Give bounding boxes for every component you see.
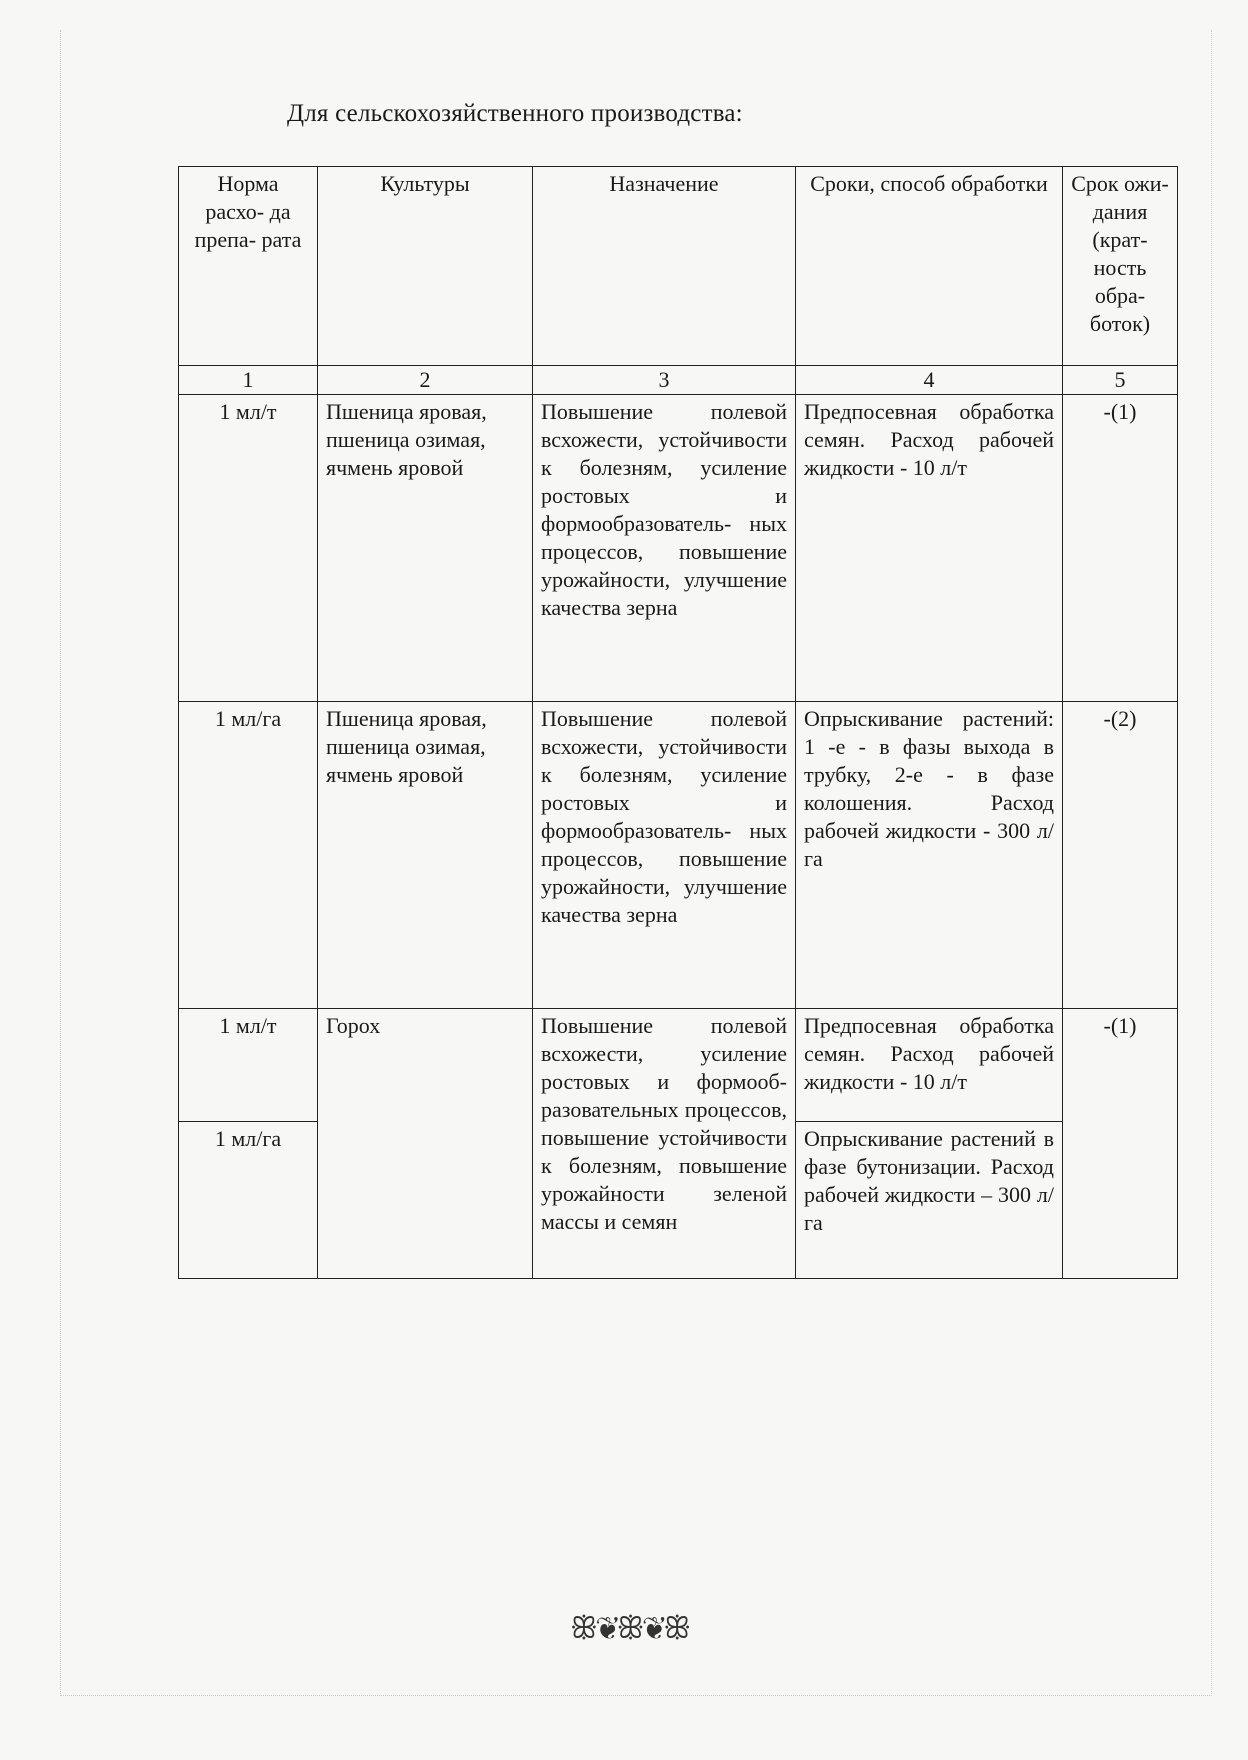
norm-cell: 1 мл/га [179, 702, 318, 1009]
application-table [178, 166, 1178, 1279]
purpose-cell: Повышение полевой всхожести, усиление ростовых и формооб- разовательных процессов, повышение устойчивости к болезням, повышение урожайности зеленой массы и семян [533, 1009, 796, 1279]
column-number: 5 [1063, 366, 1178, 395]
page-title: Для сельскохозяйственного производства: [287, 100, 743, 127]
purpose-cell: Повышение полевой всхожести, устойчивости к болезням, усиление ростовых и формообразователь- ных процессов, повышение урожайности, улучшение качества зерна [533, 395, 796, 702]
norm-cell: 1 мл/т [179, 1009, 318, 1122]
header-method: Сроки, способ обработки [796, 167, 1063, 366]
method-cell: Предпосевная обработка семян. Расход рабочей жидкости - 10 л/т [796, 1009, 1063, 1122]
header-crops: Культуры [318, 167, 533, 366]
column-number: 2 [318, 366, 533, 395]
norm-cell: 1 мл/т [179, 395, 318, 702]
column-number: 1 [179, 366, 318, 395]
header-waiting: Срок ожи- дания (крат- ность обра- боток) [1063, 167, 1178, 366]
header-row [179, 167, 1178, 366]
column-number: 3 [533, 366, 796, 395]
norm-cell: 1 мл/га [179, 1122, 318, 1279]
table-row [179, 395, 1178, 702]
header-purpose: Назначение [533, 167, 796, 366]
table [178, 166, 1178, 1279]
crops-cell: Пшеница яровая, пшеница озимая, ячмень яровой [318, 702, 533, 1009]
column-number-row [179, 366, 1178, 395]
waiting-cell: -(1) [1063, 1009, 1178, 1279]
method-cell: Опрыскивание растений: 1 -е - в фазы выхода в трубку, 2-е - в фазе колошения. Расход рабочей жидкости - 300 л/га [796, 702, 1063, 1009]
crops-cell: Пшеница яровая, пшеница озимая, ячмень яровой [318, 395, 533, 702]
column-number: 4 [796, 366, 1063, 395]
purpose-cell: Повышение полевой всхожести, устойчивости к болезням, усиление ростовых и формообразователь- ных процессов, повышение урожайности, улучшение качества зерна [533, 702, 796, 1009]
method-cell: Опрыскивание растений в фазе бутонизации. Расход рабочей жидкости – 300 л/га [796, 1122, 1063, 1279]
waiting-cell: -(1) [1063, 395, 1178, 702]
footer-ornament: ꕥ❦ꕥ❦ꕥ [570, 1612, 690, 1645]
table-row [179, 1009, 1178, 1122]
header-norm: Норма расхо- да препа- рата [179, 167, 318, 366]
table-row [179, 702, 1178, 1009]
method-cell: Предпосевная обработка семян. Расход рабочей жидкости - 10 л/т [796, 395, 1063, 702]
waiting-cell: -(2) [1063, 702, 1178, 1009]
crops-cell: Горох [318, 1009, 533, 1279]
